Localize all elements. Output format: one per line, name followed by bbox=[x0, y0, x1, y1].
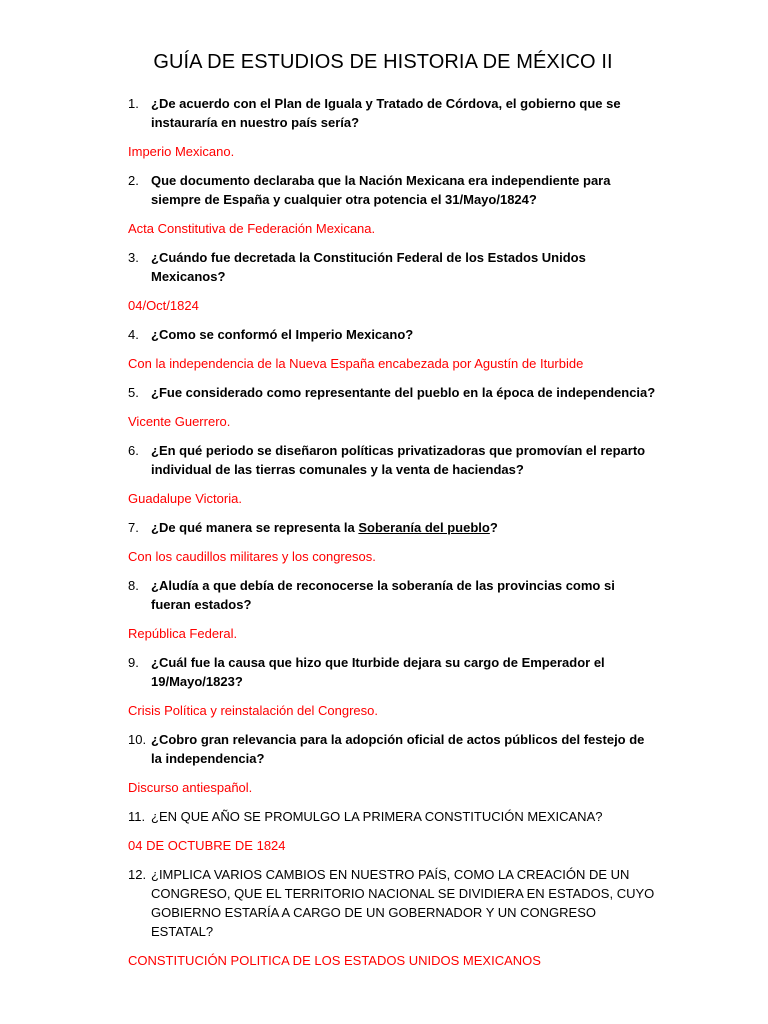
question-4 bbox=[128, 325, 658, 344]
answer-10: Discurso antiespañol. bbox=[128, 780, 253, 795]
answer-7: Con los caudillos militares y los congresos. bbox=[128, 549, 376, 564]
question-number: 6. bbox=[128, 443, 139, 458]
question-7 bbox=[128, 518, 658, 537]
answer-12: CONSTITUCIÓN POLITICA DE LOS ESTADOS UNIDOS MEXICANOS bbox=[128, 953, 541, 968]
answer-8: República Federal. bbox=[128, 626, 238, 641]
question-2 bbox=[128, 171, 658, 209]
question-number: 10. bbox=[128, 732, 147, 747]
document-title: GUÍA DE ESTUDIOS DE HISTORIA DE MÉXICO II bbox=[153, 51, 613, 73]
question-12 bbox=[128, 865, 658, 941]
underlined-term: Soberanía del pueblo bbox=[358, 520, 490, 535]
question-number: 8. bbox=[128, 578, 139, 593]
question-6 bbox=[128, 441, 658, 479]
question-10 bbox=[128, 730, 658, 768]
answer-2: Acta Constitutiva de Federación Mexicana. bbox=[128, 221, 376, 236]
question-8 bbox=[128, 576, 658, 614]
question-text: ¿Aludía a que debía de reconocerse la soberanía de las provincias como si fueran estados? bbox=[151, 578, 615, 612]
question-text: ¿EN QUE AÑO SE PROMULGO LA PRIMERA CONSTITUCIÓN MEXICANA? bbox=[151, 809, 603, 824]
question-number: 3. bbox=[128, 250, 139, 265]
question-11 bbox=[128, 807, 658, 826]
question-number: 2. bbox=[128, 173, 139, 188]
question-number: 4. bbox=[128, 327, 139, 342]
question-text: ¿Cuándo fue decretada la Constitución Federal de los Estados Unidos Mexicanos? bbox=[151, 250, 586, 284]
question-number: 5. bbox=[128, 385, 139, 400]
question-text: ¿Fue considerado como representante del pueblo en la época de independencia? bbox=[151, 385, 656, 400]
question-text: ¿Cuál fue la causa que hizo que Iturbide dejara su cargo de Emperador el 19/Mayo/1823? bbox=[151, 655, 605, 689]
answer-11: 04 DE OCTUBRE DE 1824 bbox=[128, 838, 286, 853]
answer-5: Vicente Guerrero. bbox=[128, 414, 231, 429]
question-text: ¿IMPLICA VARIOS CAMBIOS EN NUESTRO PAÍS, COMO LA CREACIÓN DE UN CONGRESO, QUE EL TERRITORIO NACIONAL SE DIVIDIERA EN ESTADOS, CUYO GOBIERNO ESTARÍA A CARGO DE UN GOBERNADOR Y UN CONGRESO ESTATAL? bbox=[151, 867, 655, 939]
question-number: 1. bbox=[128, 96, 139, 111]
question-9 bbox=[128, 653, 658, 691]
question-number: 11. bbox=[128, 809, 146, 824]
question-text-pre: ¿De qué manera se representa la bbox=[151, 520, 359, 535]
answer-3: 04/Oct/1824 bbox=[128, 298, 199, 313]
answer-6: Guadalupe Victoria. bbox=[128, 491, 242, 506]
question-text: ¿Cobro gran relevancia para la adopción oficial de actos públicos del festejo de la independencia? bbox=[151, 732, 645, 766]
question-text: ¿De acuerdo con el Plan de Iguala y Tratado de Córdova, el gobierno que se instauraría en nuestro país sería? bbox=[151, 96, 621, 130]
question-text-post: ? bbox=[489, 520, 498, 535]
answer-1: Imperio Mexicano. bbox=[128, 144, 235, 159]
question-1 bbox=[128, 94, 658, 132]
question-text: ¿En qué periodo se diseñaron políticas privatizadoras que promovían el reparto individual de las tierras comunales y la venta de haciendas? bbox=[151, 443, 646, 477]
question-number: 12. bbox=[128, 867, 147, 882]
question-3 bbox=[128, 248, 658, 286]
question-number: 9. bbox=[128, 655, 139, 670]
question-text bbox=[151, 518, 658, 537]
answer-4: Con la independencia de la Nueva España encabezada por Agustín de Iturbide bbox=[128, 356, 584, 371]
question-5 bbox=[128, 383, 658, 402]
question-number: 7. bbox=[128, 520, 139, 535]
question-text: ¿Como se conformó el Imperio Mexicano? bbox=[151, 327, 414, 342]
question-text: Que documento declaraba que la Nación Mexicana era independiente para siempre de España y cualquier otra potencia el 31/Mayo/1824? bbox=[151, 173, 611, 207]
answer-9: Crisis Política y reinstalación del Congreso. bbox=[128, 703, 378, 718]
